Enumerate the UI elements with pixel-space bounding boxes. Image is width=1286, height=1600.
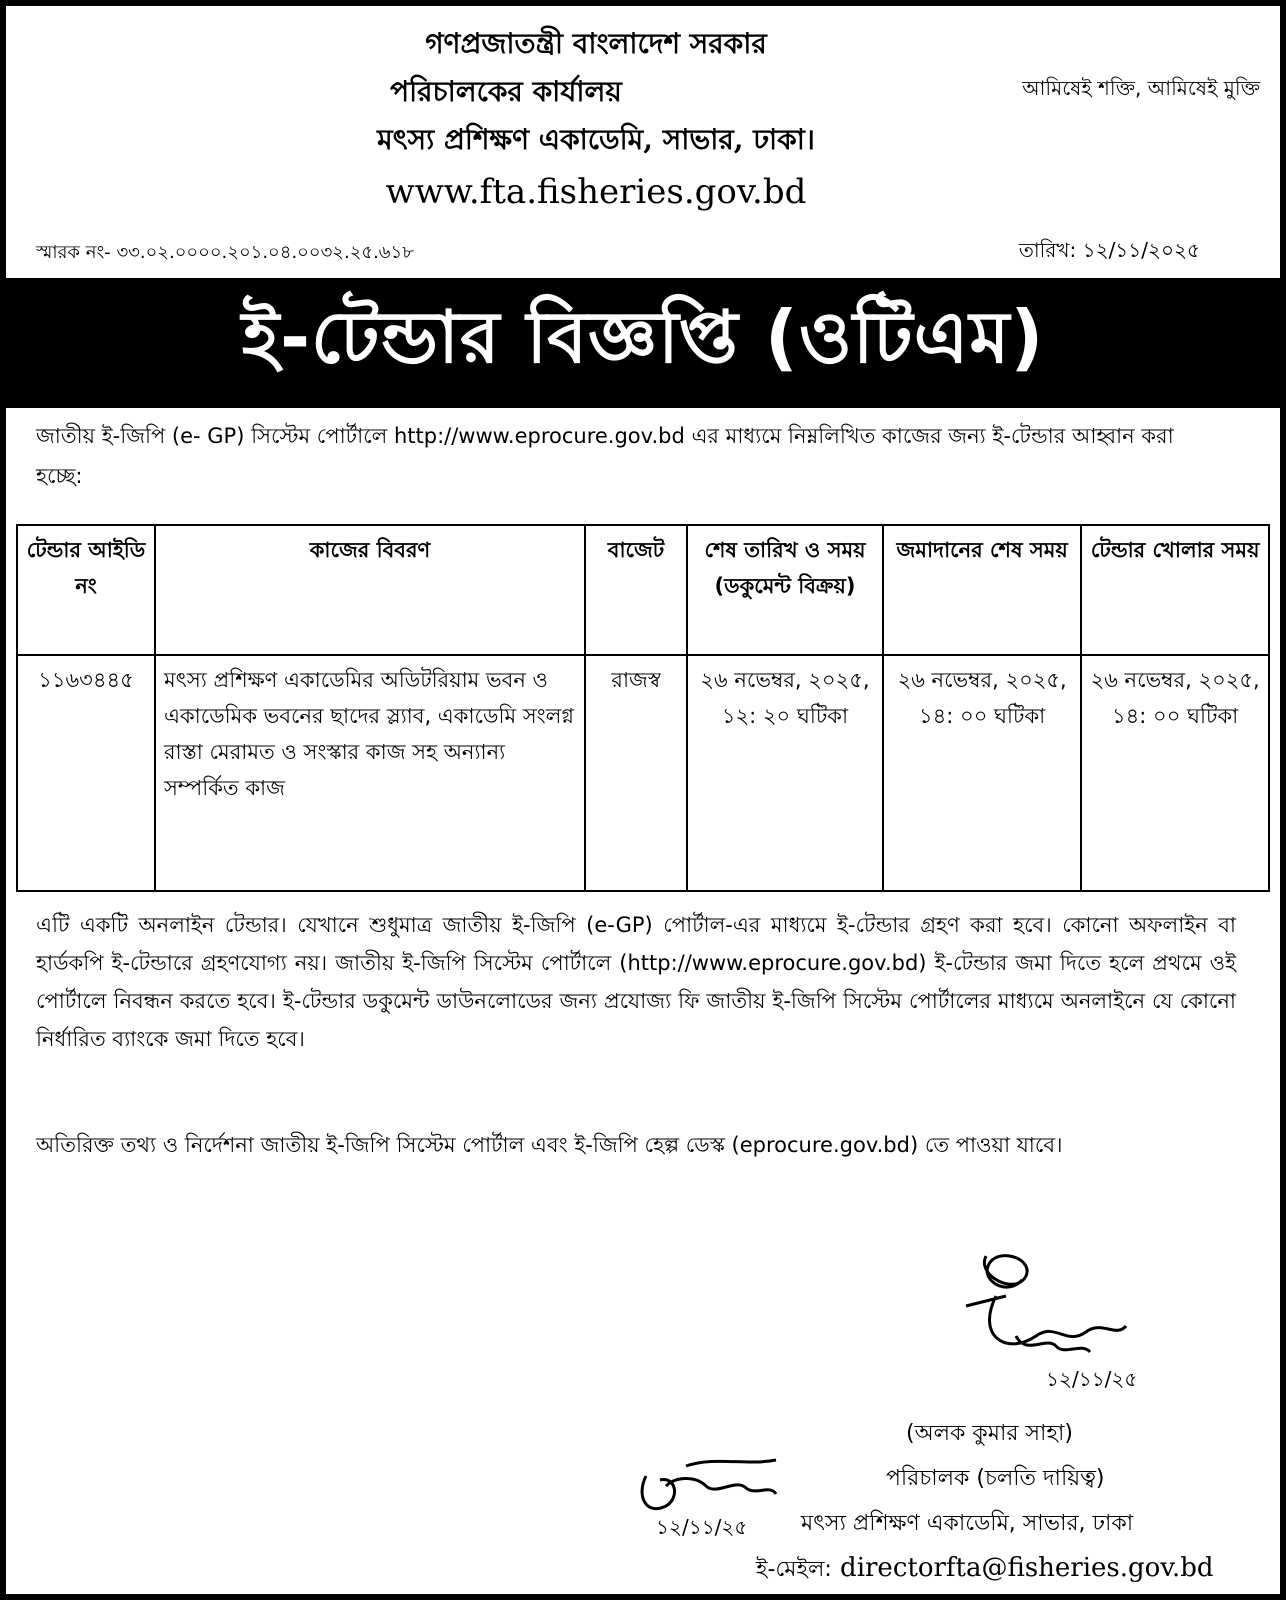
title-banner xyxy=(6,278,1280,408)
instructions-paragraph: এটি একটি অনলাইন টেন্ডার। যেখানে শুধুমাত্র জাতীয় ই-জিপি (e-GP) পোর্টাল-এর মাধ্যমে ই-টেন্ডার গ্রহণ করা হবে। কোনো অফলাইন বা হার্ডকপি ই-টেন্ডারে গ্রহণযোগ্য নয়। জাতীয় ই-জিপি সিস্টেম পোর্টালে (http://www.eprocure.gov.bd) ই-টেন্ডার জমা দিতে হলে প্রথমে ওই পোর্টালে নিবন্ধন করতে হবে। ই-টেন্ডার ডকুমেন্ট ডাউনলোডের জন্য প্রযোজ্য ফি জাতীয় ই-জিপি সিস্টেম পোর্টালের মাধ্যমে অনলাইনে যে কোনো নির্ধারিত ব্যাংকে জমা দিতে হবে। xyxy=(36,913,1236,1051)
intro-paragraph: জাতীয় ই-জিপি (e- GP) সিস্টেম পোর্টালে http://www.eprocure.gov.bd এর মাধ্যমে নিম্নলিখিত কাজের জন্য ই-টেন্ডার আহ্বান করা হচ্ছে: xyxy=(36,424,1174,488)
cell-doc-sale-deadline: ২৬ নভেম্বর, ২০২৫, ১২: ২০ ঘটিকা xyxy=(687,655,883,891)
academy-name: মৎস্য প্রশিক্ষণ একাডেমি, সাভার, ঢাকা। xyxy=(377,123,815,156)
letterhead xyxy=(6,6,1280,276)
cell-budget: রাজস্ব xyxy=(585,655,687,891)
website-text: www.fta.fisheries.gov.bd xyxy=(385,172,807,212)
additional-info-paragraph: অতিরিক্ত তথ্য ও নির্দেশনা জাতীয় ই-জিপি সিস্টেম পোর্টাল এবং ই-জিপি হেল্প ডেস্ক (eprocure.gov.bd) তে পাওয়া যাবে। xyxy=(36,1133,1063,1157)
table-header-row xyxy=(17,525,1269,655)
cell-description: মৎস্য প্রশিক্ষণ একাডেমির অডিটরিয়াম ভবন ও একাডেমিক ভবনের ছাদের স্ল্যাব, একাডেমি সংলগ্ন রাস্তা মেরামত ও সংস্কার কাজ সহ অন্যান্য সম্পর্কিত কাজ xyxy=(155,655,585,891)
initial-signature xyxy=(626,1446,806,1546)
cell-opening-time: ২৬ নভেম্বর, ২০২৫, ১৪: ০০ ঘটিকা xyxy=(1081,655,1269,891)
header-doc-sale-deadline: শেষ তারিখ ও সময় (ডকুমেন্ট বিক্রয়) xyxy=(687,525,883,655)
director-signature xyxy=(926,1246,1166,1416)
notice-title: ই-টেন্ডার বিজ্ঞপ্তি (ওটিএম) xyxy=(241,295,1045,379)
tender-table xyxy=(16,524,1270,892)
issue-date: তারিখ: ১২/১১/২০২৫ xyxy=(1018,238,1200,262)
email-address[interactable]: directorfta@fisheries.gov.bd xyxy=(840,1553,1214,1583)
signatory-designation: পরিচালক (চলতি দায়িত্ব) xyxy=(886,1466,1105,1491)
office-name: পরিচালকের কার্যালয় xyxy=(390,75,622,108)
signatory-name: (অলক কুমার সাহা) xyxy=(906,1421,1073,1446)
svg-text:১২/১১/২৫: ১২/১১/২৫ xyxy=(656,1515,748,1539)
header-budget: বাজেট xyxy=(585,525,687,655)
cell-submission-deadline: ২৬ নভেম্বর, ২০২৫, ১৪: ০০ ঘটিকা xyxy=(883,655,1081,891)
government-name: গণপ্রজাতন্ত্রী বাংলাদেশ সরকার xyxy=(425,27,767,60)
motto-text: আমিষেই শক্তি, আমিষেই মুক্তি xyxy=(1022,76,1260,100)
header-submission-deadline: জমাদানের শেষ সময় xyxy=(883,525,1081,655)
svg-text:১২/১১/২৫: ১২/১১/২৫ xyxy=(1046,1367,1138,1391)
table-row xyxy=(17,655,1269,891)
email-label: ই-মেইল: xyxy=(756,1557,832,1582)
signatory-organization: মৎস্য প্রশিক্ষণ একাডেমি, সাভার, ঢাকা xyxy=(801,1511,1134,1536)
signatory-email-line xyxy=(756,1552,1214,1589)
header-tender-id: টেন্ডার আইডি নং xyxy=(17,525,155,655)
memo-number: স্মারক নং- ৩৩.০২.০০০০.২০১.০৪.০০৩২.২৫.৬১৮ xyxy=(36,242,414,263)
cell-tender-id: ১১৬৩৪৪৫ xyxy=(17,655,155,891)
header-description: কাজের বিবরণ xyxy=(155,525,585,655)
header-opening-time: টেন্ডার খোলার সময় xyxy=(1081,525,1269,655)
